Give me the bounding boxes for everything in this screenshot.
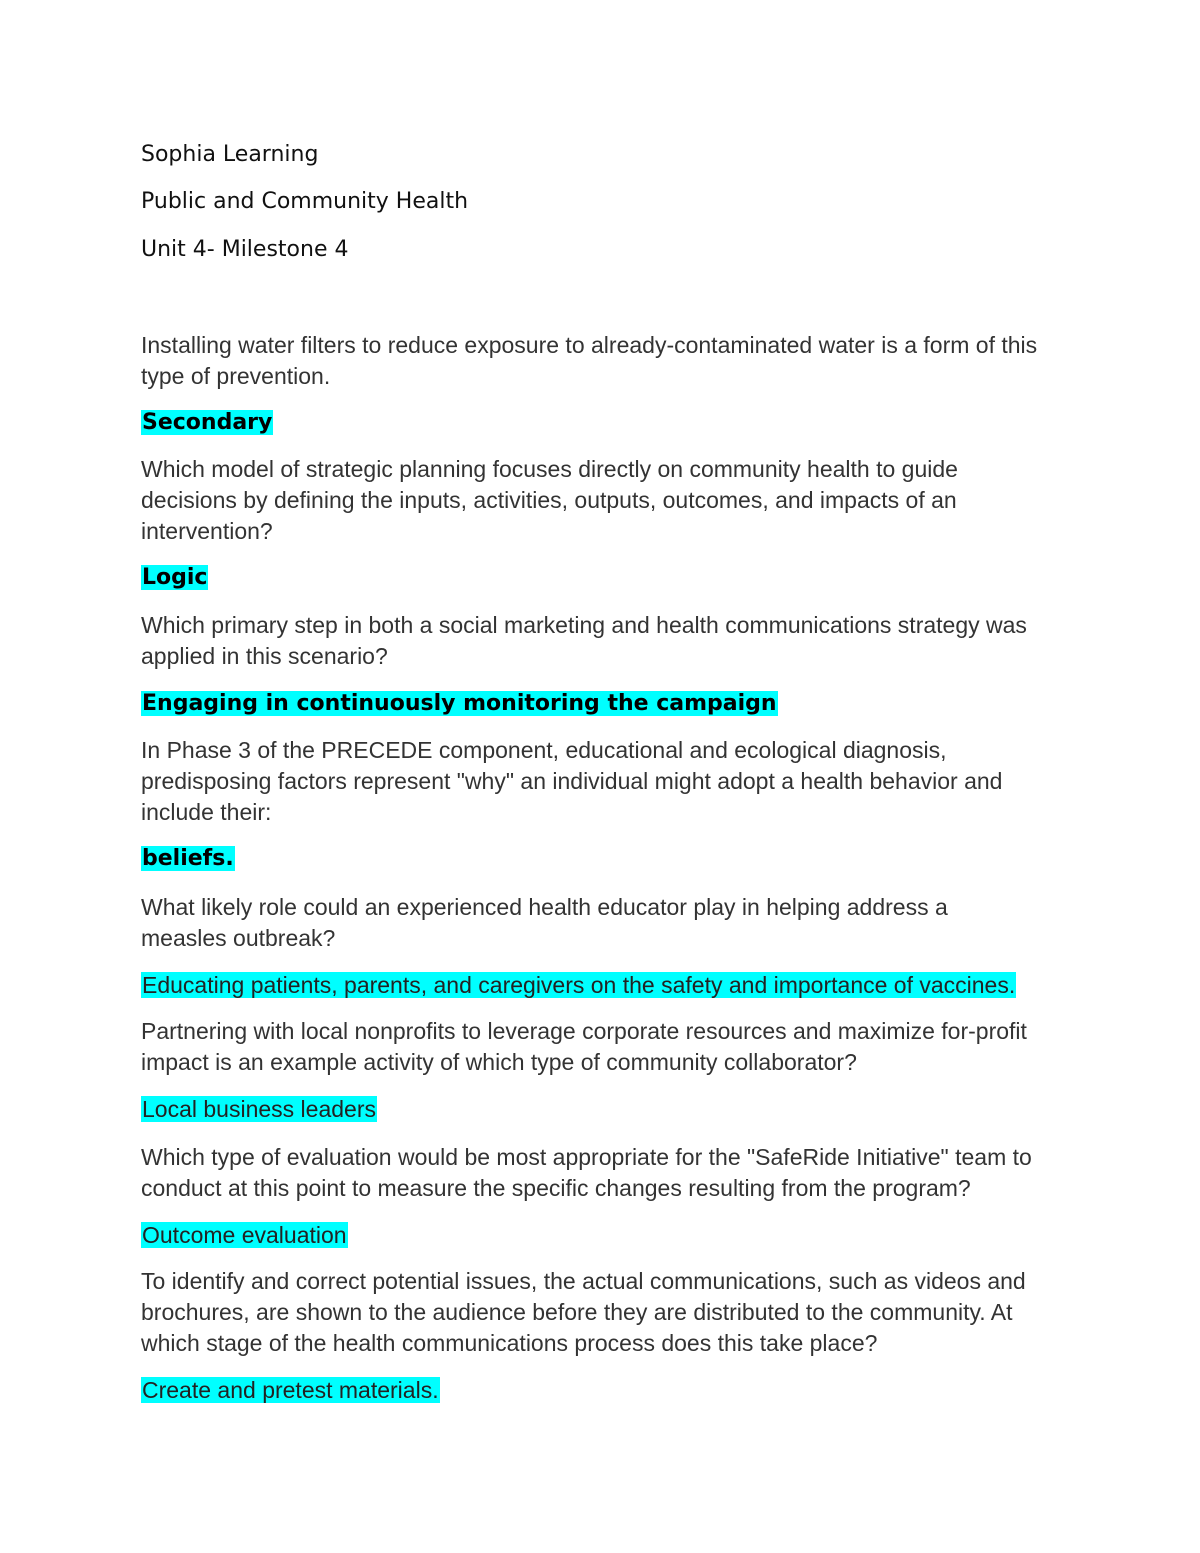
question-1 (141, 330, 1037, 392)
answer-highlight: Outcome evaluation (142, 1222, 347, 1248)
answer-1 (141, 408, 273, 438)
question-line: Which type of evaluation would be most appropriate for the "SafeRide Initiative" team to (141, 1144, 1032, 1170)
question-2 (141, 454, 958, 547)
answer-6 (141, 1094, 377, 1124)
answer-highlight: Local business leaders (142, 1096, 376, 1122)
answer-3 (141, 689, 778, 719)
answer-highlight: Engaging in continuously monitoring the campaign (142, 691, 777, 716)
answer-highlight: Educating patients, parents, and caregivers on the safety and importance of vaccines. (142, 972, 1016, 998)
question-line: impact is an example activity of which type of community collaborator? (141, 1049, 857, 1075)
question-line: What likely role could an experienced health educator play in helping address a (141, 894, 948, 920)
question-line: include their: (141, 799, 272, 825)
question-line: Installing water filters to reduce exposure to already-contaminated water is a form of this (141, 332, 1038, 358)
question-line: predisposing factors represent "why" an individual might adopt a health behavior and (141, 768, 1003, 794)
question-line: In Phase 3 of the PRECEDE component, educational and ecological diagnosis, (141, 737, 947, 763)
question-line: measles outbreak? (141, 925, 336, 951)
answer-highlight: Secondary (142, 410, 273, 435)
question-line: conduct at this point to measure the specific changes resulting from the program? (141, 1175, 971, 1201)
question-line: To identify and correct potential issues, the actual communications, such as videos and (141, 1268, 1026, 1294)
course-title: Public and Community Health (141, 189, 469, 214)
question-line: decisions by defining the inputs, activities, outputs, outcomes, and impacts of an (141, 487, 957, 513)
answer-highlight: beliefs. (142, 846, 234, 871)
question-line: which stage of the health communications process does this take place? (141, 1330, 878, 1356)
answer-highlight: Logic (142, 565, 208, 590)
answer-5 (141, 970, 1016, 1000)
answer-8 (141, 1375, 440, 1405)
question-line: Which model of strategic planning focuses directly on community health to guide (141, 456, 958, 482)
question-line: intervention? (141, 518, 273, 544)
question-4 (141, 735, 1002, 828)
answer-highlight: Create and pretest materials. (142, 1377, 439, 1403)
question-line: applied in this scenario? (141, 643, 388, 669)
answer-7 (141, 1220, 348, 1250)
question-line: type of prevention. (141, 363, 331, 389)
question-7 (141, 1142, 1032, 1204)
question-line: Which primary step in both a social marketing and health communications strategy was (141, 612, 1027, 638)
question-line: Partnering with local nonprofits to leverage corporate resources and maximize for-profit (141, 1018, 1027, 1044)
answer-2 (141, 563, 208, 593)
question-8 (141, 1266, 1026, 1359)
question-5 (141, 892, 948, 954)
question-3 (141, 610, 1027, 672)
question-6 (141, 1016, 1027, 1078)
unit-title: Unit 4- Milestone 4 (141, 237, 349, 262)
school-name: Sophia Learning (141, 142, 319, 167)
question-line: brochures, are shown to the audience before they are distributed to the community. At (141, 1299, 1013, 1325)
answer-4 (141, 844, 235, 874)
